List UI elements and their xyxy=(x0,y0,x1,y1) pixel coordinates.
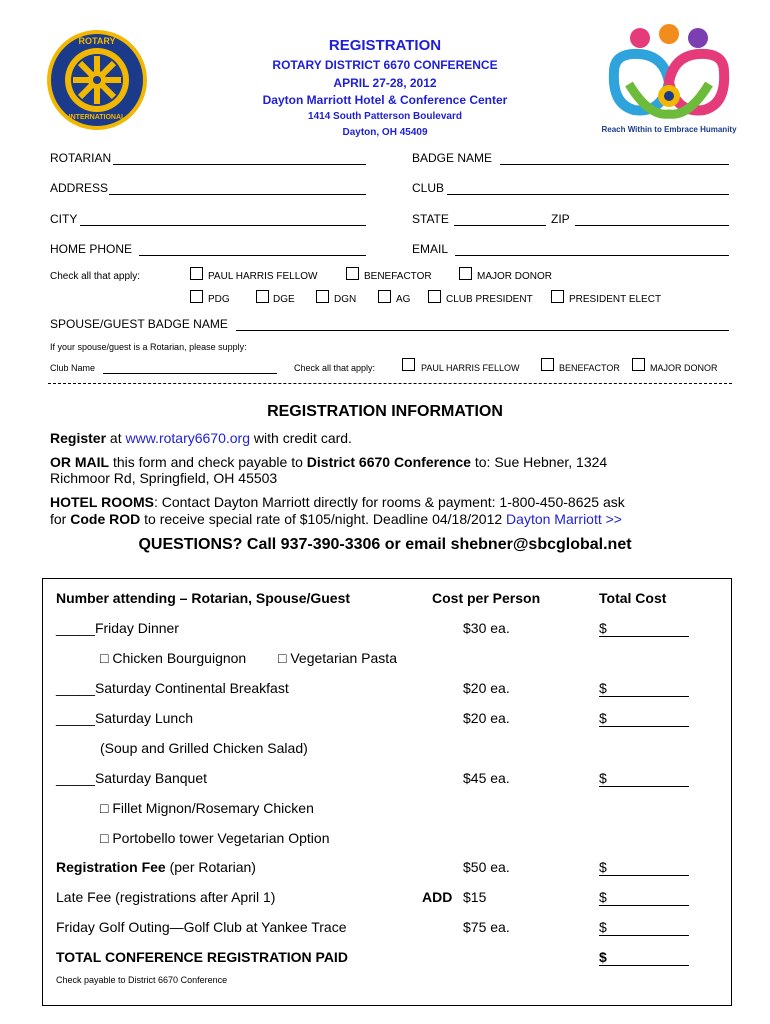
club-name-field[interactable] xyxy=(103,373,277,374)
banquet-total[interactable]: $ xyxy=(599,770,689,787)
home-phone-field[interactable] xyxy=(139,255,366,256)
theme-tagline: Reach Within to Embrace Humanity xyxy=(601,125,737,134)
spouse-major-label: MAJOR DONOR xyxy=(650,363,718,373)
banquet-count[interactable]: _____ xyxy=(56,770,95,786)
conference-name: ROTARY DISTRICT 6670 CONFERENCE xyxy=(272,58,498,72)
check-all-label-2: Check all that apply: xyxy=(294,363,376,373)
club-president-checkbox[interactable] xyxy=(428,290,441,303)
rotarian-label: ROTARIAN xyxy=(50,151,112,165)
phf-checkbox[interactable] xyxy=(190,267,203,280)
lunch-note: (Soup and Grilled Chicken Salad) xyxy=(100,740,308,756)
spouse-phf-checkbox[interactable] xyxy=(402,358,415,371)
spouse-note: If your spouse/guest is a Rotarian, please supply: xyxy=(50,342,247,352)
spouse-badge-field[interactable] xyxy=(236,330,729,331)
spouse-benefactor-checkbox[interactable] xyxy=(541,358,554,371)
club-president-label: CLUB PRESIDENT xyxy=(446,294,533,305)
spouse-major-checkbox[interactable] xyxy=(632,358,645,371)
banquet-row: _____Saturday Banquet xyxy=(56,770,208,786)
register-link[interactable]: www.rotary6670.org xyxy=(125,430,254,446)
check-payable-note: Check payable to District 6670 Conference xyxy=(56,975,228,985)
golf-cost: $75 ea. xyxy=(463,919,510,935)
email-field[interactable] xyxy=(455,255,729,256)
late-fee-total[interactable]: $ xyxy=(599,889,689,906)
state-field[interactable] xyxy=(454,225,546,226)
late-fee-add: ADD xyxy=(422,889,453,905)
badge-name-label: BADGE NAME xyxy=(412,151,493,165)
benefactor-checkbox[interactable] xyxy=(346,267,359,280)
club-name-label: Club Name xyxy=(50,363,96,373)
hotel-line-2: for Code ROD to receive special rate of $105/night. Deadline 04/18/2012 Dayton Marriott >> xyxy=(50,511,622,527)
dgn-label: DGN xyxy=(334,294,357,305)
badge-name-field[interactable] xyxy=(500,164,729,165)
golf-row: Friday Golf Outing—Golf Club at Yankee Trace xyxy=(56,919,347,935)
col-header-cost: Cost per Person xyxy=(432,590,541,606)
venue-city: Dayton, OH 45409 xyxy=(342,127,428,138)
dge-label: DGE xyxy=(273,294,295,305)
ag-label: AG xyxy=(396,294,411,305)
conference-dates: APRIL 27-28, 2012 xyxy=(333,76,437,90)
rotarian-field[interactable] xyxy=(113,164,366,165)
ag-checkbox[interactable] xyxy=(378,290,391,303)
cut-line xyxy=(48,383,732,384)
page-title: REGISTRATION xyxy=(328,37,442,54)
address-field[interactable] xyxy=(109,194,366,195)
president-elect-label: PRESIDENT ELECT xyxy=(569,294,662,305)
phf-label: PAUL HARRIS FELLOW xyxy=(208,271,318,282)
registration-table xyxy=(42,578,732,1006)
col-header-attending: Number attending – Rotarian, Spouse/Guest xyxy=(56,590,351,606)
mail-line: OR MAIL this form and check payable to District 6670 Conference to: Sue Hebner, 1324 xyxy=(50,454,608,470)
banquet-option-portobello[interactable]: □ Portobello tower Vegetarian Option xyxy=(100,830,330,846)
friday-dinner-row: _____Friday Dinner xyxy=(56,620,179,636)
venue-street: 1414 South Patterson Boulevard xyxy=(308,111,462,122)
friday-dinner-total[interactable]: $ xyxy=(599,620,689,637)
home-phone-label: HOME PHONE xyxy=(50,242,133,256)
banquet-option-fillet[interactable]: □ Fillet Mignon/Rosemary Chicken xyxy=(100,800,314,816)
golf-total[interactable]: $ xyxy=(599,919,689,936)
president-elect-checkbox[interactable] xyxy=(551,290,564,303)
reg-fee-row: Registration Fee (per Rotarian) xyxy=(56,859,256,875)
reg-fee-cost: $50 ea. xyxy=(463,859,510,875)
dgn-checkbox[interactable] xyxy=(316,290,329,303)
dinner-option-pasta[interactable]: □ Vegetarian Pasta xyxy=(278,650,397,666)
hotel-line: HOTEL ROOMS: Contact Dayton Marriott directly for rooms & payment: 1-800-450-8625 ask xyxy=(50,494,625,510)
state-label: STATE xyxy=(412,212,449,226)
dge-checkbox[interactable] xyxy=(256,290,269,303)
breakfast-count[interactable]: _____ xyxy=(56,680,95,696)
club-field[interactable] xyxy=(447,194,729,195)
venue-name: Dayton Marriott Hotel & Conference Center xyxy=(262,93,508,107)
breakfast-row: _____Saturday Continental Breakfast xyxy=(56,680,289,696)
zip-label: ZIP xyxy=(551,212,570,226)
reg-fee-total[interactable]: $ xyxy=(599,859,689,876)
grand-total[interactable]: $ xyxy=(599,949,689,966)
breakfast-cost: $20 ea. xyxy=(463,680,510,696)
club-label: CLUB xyxy=(412,181,445,195)
spouse-benefactor-label: BENEFACTOR xyxy=(559,363,620,373)
pdg-checkbox[interactable] xyxy=(190,290,203,303)
lunch-cost: $20 ea. xyxy=(463,710,510,726)
city-label: CITY xyxy=(50,212,78,226)
col-header-total: Total Cost xyxy=(599,590,667,606)
marriott-link[interactable]: Dayton Marriott >> xyxy=(506,511,622,527)
lunch-total[interactable]: $ xyxy=(599,710,689,727)
questions-line: QUESTIONS? Call 937-390-3306 or email shebner@sbcglobal.net xyxy=(138,536,632,553)
breakfast-total[interactable]: $ xyxy=(599,680,689,697)
register-line: Register at www.rotary6670.org with credit card. xyxy=(50,430,352,446)
info-title: REGISTRATION INFORMATION xyxy=(267,403,503,420)
rotary-logo xyxy=(45,28,149,132)
late-fee-cost: $15 xyxy=(463,889,487,905)
logo-text-bottom: INTERNATIONAL xyxy=(68,114,126,121)
logo-text-top: ROTARY xyxy=(78,36,116,46)
mail-line-2: Richmoor Rd, Springfield, OH 45503 xyxy=(50,470,278,486)
zip-field[interactable] xyxy=(575,225,729,226)
dinner-option-chicken[interactable]: □ Chicken Bourguignon xyxy=(100,650,247,666)
benefactor-label: BENEFACTOR xyxy=(364,271,432,282)
city-field[interactable] xyxy=(80,225,366,226)
check-all-label: Check all that apply: xyxy=(50,271,141,282)
theme-logo xyxy=(601,22,737,140)
banquet-cost: $45 ea. xyxy=(463,770,510,786)
email-label: EMAIL xyxy=(412,242,449,256)
friday-dinner-count[interactable]: _____ xyxy=(56,620,95,636)
late-fee-row: Late Fee (registrations after April 1) xyxy=(56,889,276,905)
lunch-count[interactable]: _____ xyxy=(56,710,95,726)
spouse-phf-label: PAUL HARRIS FELLOW xyxy=(421,363,520,373)
friday-dinner-cost: $30 ea. xyxy=(463,620,510,636)
address-label: ADDRESS xyxy=(50,181,109,195)
major-donor-label: MAJOR DONOR xyxy=(477,271,552,282)
total-row: TOTAL CONFERENCE REGISTRATION PAID xyxy=(56,949,348,965)
pdg-label: PDG xyxy=(208,294,230,305)
spouse-badge-label: SPOUSE/GUEST BADGE NAME xyxy=(50,317,228,331)
major-donor-checkbox[interactable] xyxy=(459,267,472,280)
lunch-row: _____Saturday Lunch xyxy=(56,710,194,726)
